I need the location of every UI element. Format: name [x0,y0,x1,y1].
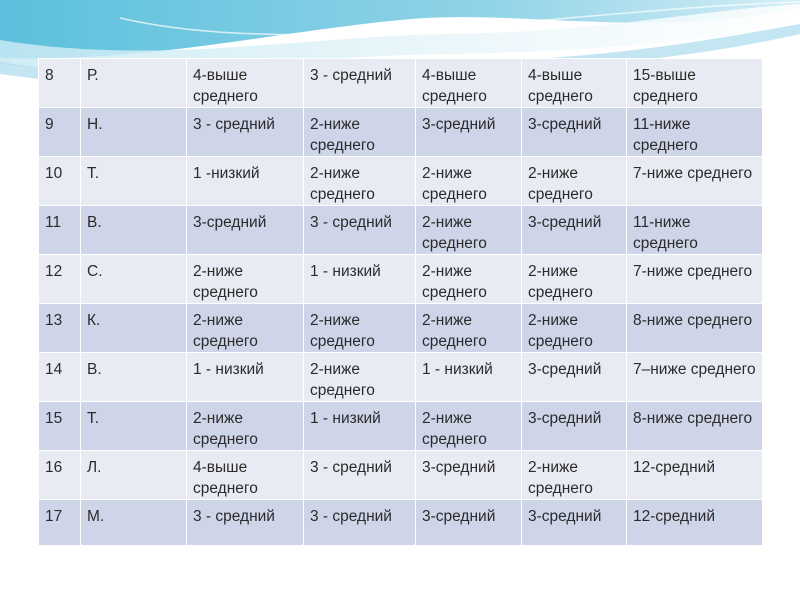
table-cell: 2-ниже среднего [416,402,522,451]
table-cell: 4-выше среднего [416,59,522,108]
table-cell: С. [81,255,187,304]
table-cell: 1 -низкий [187,157,304,206]
table-cell: 2-ниже среднего [187,304,304,353]
table-cell: 2-ниже среднего [522,157,627,206]
table-cell: Т. [81,402,187,451]
table-row [39,451,763,500]
table-cell: 2-ниже среднего [416,304,522,353]
table-cell: 16 [39,451,81,500]
table-cell: К. [81,304,187,353]
table-cell: 2-ниже среднего [187,402,304,451]
table-cell: 2-ниже среднего [416,206,522,255]
table-cell: 15 [39,402,81,451]
table-cell: 11 [39,206,81,255]
table-row [39,108,763,157]
table-row [39,402,763,451]
table-cell: 9 [39,108,81,157]
table-cell: 1 - низкий [304,255,416,304]
table-cell: 8-ниже среднего [627,304,763,353]
table-cell: 12-средний [627,451,763,500]
table-row [39,500,763,546]
table-cell: 3 - средний [304,206,416,255]
table-cell: 17 [39,500,81,546]
table-cell: 4-выше среднего [522,59,627,108]
table-cell: 3-средний [522,108,627,157]
table-cell: 3 - средний [304,451,416,500]
table-cell: 2-ниже среднего [522,304,627,353]
table-row [39,206,763,255]
table-cell: 2-ниже среднего [416,157,522,206]
table-cell: 3-средний [522,402,627,451]
results-table [38,58,763,546]
table-cell: 14 [39,353,81,402]
table-cell: 3 - средний [304,500,416,546]
table-cell: 11-ниже среднего [627,108,763,157]
table-row [39,304,763,353]
results-table-body [39,59,763,546]
table-cell: 3-средний [416,451,522,500]
table-cell: 2-ниже среднего [304,353,416,402]
table-cell: В. [81,206,187,255]
table-cell: 2-ниже среднего [304,157,416,206]
table-cell: 2-ниже среднего [522,255,627,304]
table-cell: 1 - низкий [187,353,304,402]
table-cell: 10 [39,157,81,206]
table-cell: 2-ниже среднего [304,108,416,157]
table-cell: 7–ниже среднего [627,353,763,402]
table-cell: 7-ниже среднего [627,157,763,206]
table-cell: 8 [39,59,81,108]
table-cell: В. [81,353,187,402]
table-cell: Л. [81,451,187,500]
table-cell: М. [81,500,187,546]
table-cell: 8-ниже среднего [627,402,763,451]
table-cell: 3-средний [522,500,627,546]
table-row [39,59,763,108]
table-cell: Р. [81,59,187,108]
table-row [39,255,763,304]
table-cell: 3 - средний [187,108,304,157]
table-cell: 11-ниже среднего [627,206,763,255]
table-cell: 1 - низкий [304,402,416,451]
table-cell: 3-средний [416,108,522,157]
table-cell: 3-средний [522,206,627,255]
table-cell: 12 [39,255,81,304]
table-cell: 15-выше среднего [627,59,763,108]
table-cell: 3-средний [416,500,522,546]
table-cell: 7-ниже среднего [627,255,763,304]
table-cell: Н. [81,108,187,157]
table-cell: 2-ниже среднего [522,451,627,500]
table-cell: 2-ниже среднего [304,304,416,353]
table-cell: Т. [81,157,187,206]
table-row [39,353,763,402]
table-cell: 2-ниже среднего [187,255,304,304]
table-row [39,157,763,206]
table-cell: 12-средний [627,500,763,546]
table-cell: 3 - средний [187,500,304,546]
table-cell: 3-средний [522,353,627,402]
table-cell: 13 [39,304,81,353]
table-cell: 3 - средний [304,59,416,108]
table-cell: 3-средний [187,206,304,255]
table-cell: 4-выше среднего [187,59,304,108]
table-cell: 1 - низкий [416,353,522,402]
table-cell: 2-ниже среднего [416,255,522,304]
table-cell: 4-выше среднего [187,451,304,500]
